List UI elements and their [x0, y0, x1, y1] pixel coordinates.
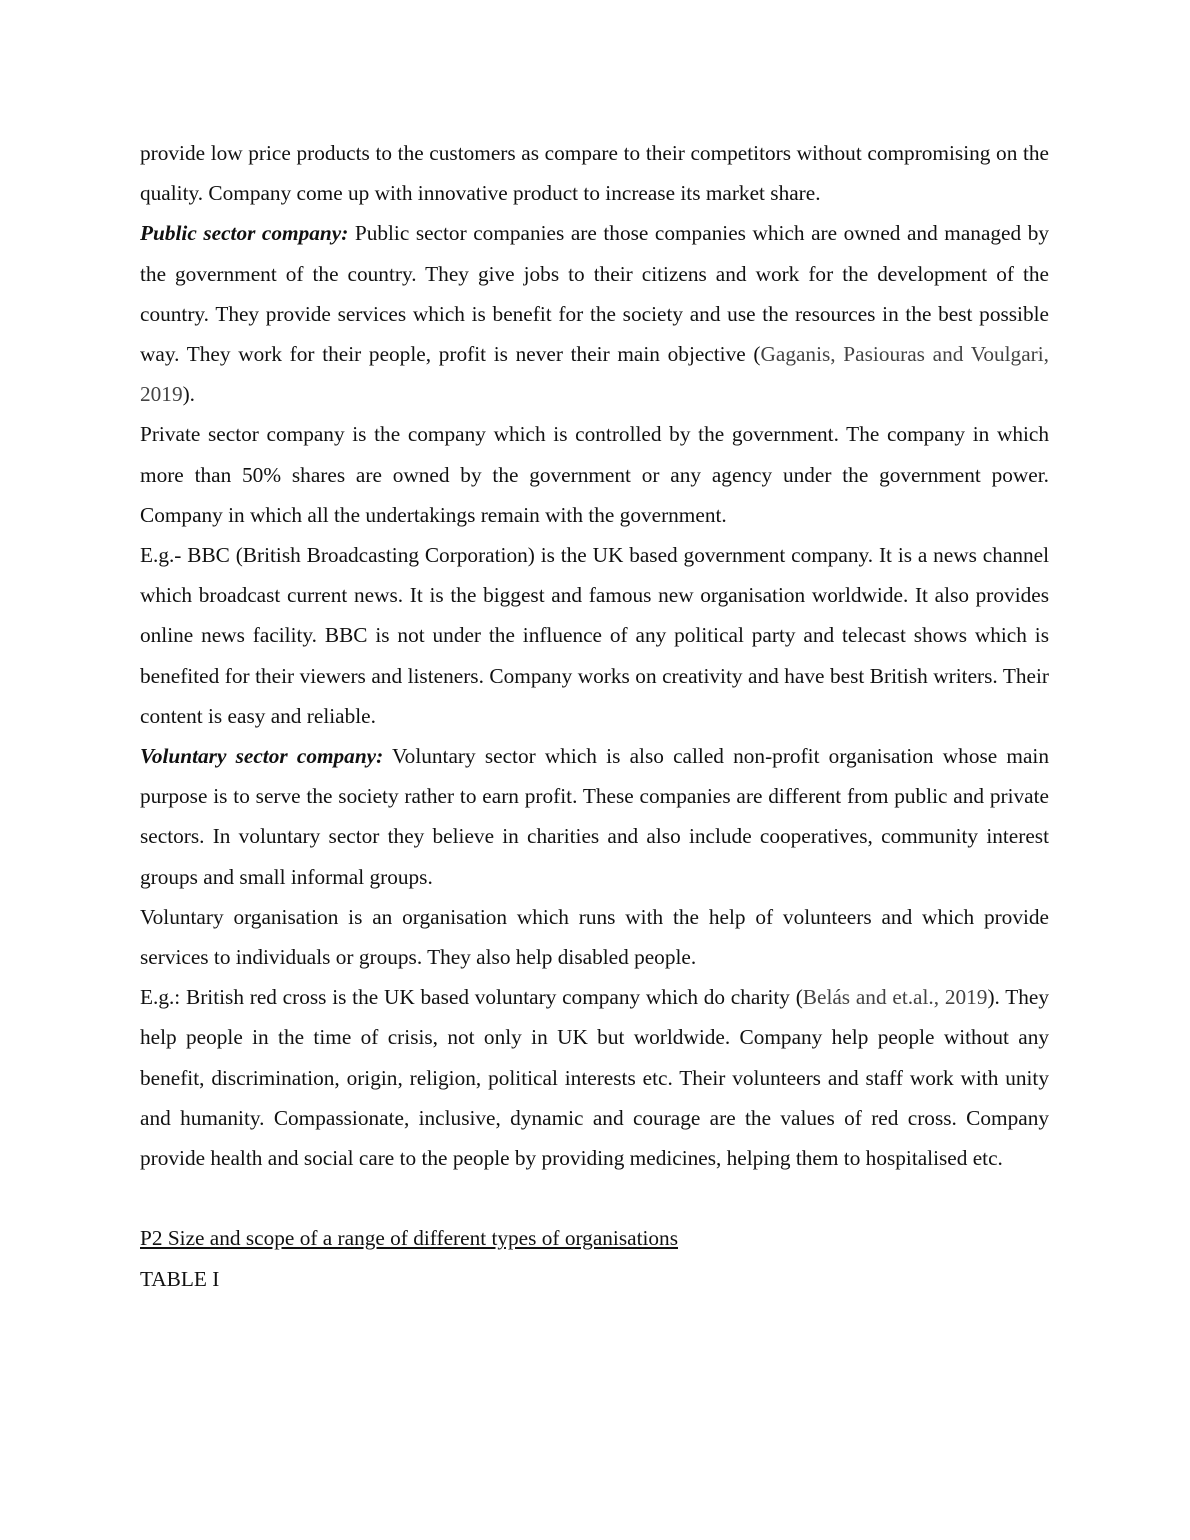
intro-paragraph: provide low price products to the customers as compare to their competitors without compromising on the quality. Company come up with innovative product to increase its market share.	[140, 141, 1049, 206]
voluntary-organisation-paragraph: Voluntary organisation is an organisation which runs with the help of volunteers and which provide services to individuals or groups. They also help disabled people.	[140, 904, 1049, 970]
red-cross-example-paragraph	[140, 977, 1049, 1178]
red-cross-after: ). They help people in the time of crisis, not only in UK but worldwide. Company help people without any benefit, discrimination, origin, religion, political interests etc. Their volunteers and staff work with unity and humanity. Compassionate, inclusive, dynamic and courage are the values of red cross. Company provide health and social care to the people by providing medicines, helping them to hospitalised etc.	[140, 985, 1049, 1171]
red-cross-before: E.g.: British red cross is the UK based voluntary company which do charity (	[140, 985, 803, 1010]
public-sector-citation: Gaganis, Pasiouras and Voulgari, 2019	[140, 342, 1049, 407]
section-heading: P2 Size and scope of a range of different types of organisations	[140, 1226, 678, 1251]
public-sector-paragraph	[140, 213, 1049, 414]
bbc-example-paragraph: E.g.- BBC (British Broadcasting Corporation) is the UK based government company. It is a news channel which broadcast current news. It is the biggest and famous new organisation worldwide. It also provides online news facility. BBC is not under the influence of any political party and telecast shows which is benefited for their viewers and listeners. Company works on creativity and have best British writers. Their content is easy and reliable.	[140, 543, 1049, 728]
public-sector-text: Public sector companies are those companies which are owned and managed by the government of the country. They give jobs to their citizens and work for the development of the country. They provide services which is benefit for the society and use the resources in the best possible way. They work for their people, profit is never their main objective (	[140, 221, 1049, 367]
voluntary-sector-paragraph	[140, 736, 1049, 897]
private-sector-paragraph: Private sector company is the company which is controlled by the government. The company in which more than 50% shares are owned by the government or any agency under the government power. Company in which all the undertakings remain with the government.	[140, 422, 1049, 527]
public-sector-after: ).	[182, 382, 196, 407]
voluntary-sector-label: Voluntary sector company:	[140, 744, 384, 769]
voluntary-sector-text: Voluntary sector which is also called non-profit organisation whose main purpose is to serve the society rather to earn profit. These companies are different from public and private sectors. In voluntary sector they believe in charities and also include cooperatives, community interest groups and small informal groups.	[140, 744, 1049, 889]
blank-line	[140, 1178, 1049, 1218]
table-label: TABLE I	[140, 1266, 220, 1291]
public-sector-label: Public sector company:	[140, 221, 349, 246]
document-page	[140, 133, 1049, 1299]
red-cross-citation: Belás and et.al., 2019	[802, 985, 988, 1010]
